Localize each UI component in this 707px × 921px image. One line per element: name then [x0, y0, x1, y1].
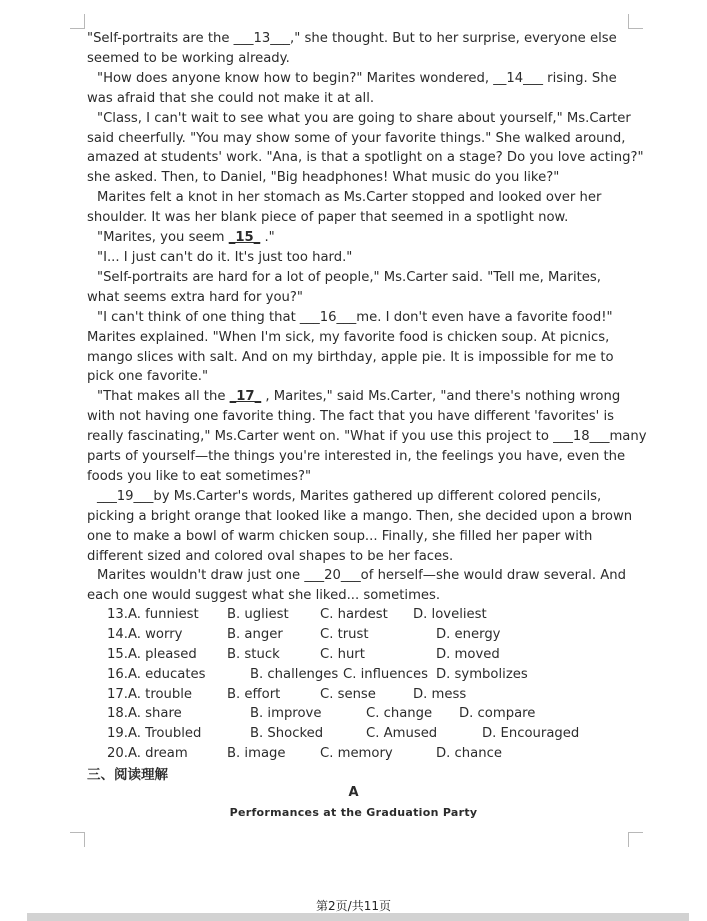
passage-line: Marites wouldn't draw just one ___20___of herself—she would draw several. And: [97, 568, 626, 584]
option-d: D. symbolizes: [436, 666, 528, 682]
passage-text: "Marites, you seem: [97, 230, 229, 246]
bottom-scroll-bar[interactable]: [27, 913, 689, 921]
passage-line: [87, 228, 647, 248]
passage-line: parts of yourself—the things you're interested in, the feelings you have, even the: [87, 449, 626, 465]
passage-line: "I... I just can't do it. It's just too hard.": [97, 249, 353, 265]
option-c: C. change: [366, 706, 433, 722]
passage-text: , Marites," said Ms.Carter, "and there's nothing wrong: [261, 389, 621, 405]
passage-line: ___19___by Ms.Carter's words, Marites gathered up different colored pencils,: [97, 488, 602, 504]
part-letter: A: [348, 785, 359, 800]
passage-line: Marites explained. "When I'm sick, my favorite food is chicken soup. At picnics,: [87, 329, 610, 345]
option-a: 20.A. dream: [107, 746, 188, 762]
option-d: D. mess: [413, 686, 467, 702]
crop-mark-bottom-left: [70, 832, 85, 847]
passage-line: was afraid that she could not make it at all.: [87, 90, 375, 106]
passage-text: .": [260, 230, 275, 246]
passage-line: mango slices with salt. And on my birthday, apple pie. It is impossible for me to: [87, 349, 614, 365]
option-c: C. hardest: [320, 607, 388, 622]
passage-line: said cheerfully. "You may show some of your favorite things." She walked around,: [87, 130, 626, 146]
passage-line: different sized and colored oval shapes to be her faces.: [87, 548, 454, 564]
option-b: B. anger: [227, 626, 283, 642]
option-b: B. effort: [227, 686, 281, 702]
option-d: D. loveliest: [413, 607, 487, 622]
passage-line: she asked. Then, to Daniel, "Big headphones! What music do you like?": [87, 170, 560, 186]
passage-line: "How does anyone know how to begin?" Marites wondered, __14___ rising. She: [97, 70, 617, 86]
blank-17: _17_: [229, 389, 262, 405]
passage-line: shoulder. It was her blank piece of paper that seemed in a spotlight now.: [87, 210, 569, 226]
passage-title: Performances at the Graduation Party: [229, 806, 478, 819]
option-c: C. influences: [343, 666, 428, 682]
option-a: 17.A. trouble: [107, 686, 193, 702]
passage-line: amazed at students' work. "Ana, is that a spotlight on a stage? Do you love acting?": [87, 150, 644, 166]
passage-line: really fascinating," Ms.Carter went on. "What if you use this project to ___18___many: [87, 429, 647, 445]
option-a: 13.A. funniest: [107, 607, 199, 622]
passage-line: seemed to be working already.: [87, 50, 290, 66]
option-d: D. chance: [436, 746, 502, 762]
section-heading: 三、阅读理解: [87, 767, 168, 783]
option-b: B. improve: [250, 706, 322, 722]
option-b: B. challenges: [250, 666, 339, 682]
crop-mark-top-right: [628, 14, 643, 29]
option-a: 18.A. share: [107, 706, 182, 722]
passage-line: picking a bright orange that looked like a mango. Then, she decided upon a brown: [87, 508, 633, 524]
passage-line: [87, 387, 647, 407]
passage-line: with not having one favorite thing. The fact that you have different 'favorites' is: [87, 409, 614, 425]
option-c: C. hurt: [320, 646, 365, 662]
passage-line: "I can't think of one thing that ___16___me. I don't even have a favorite food!": [97, 309, 613, 325]
crop-mark-bottom-right: [628, 832, 643, 847]
passage-line: Marites felt a knot in her stomach as Ms.Carter stopped and looked over her: [97, 190, 602, 206]
passage-line: foods you like to eat sometimes?": [87, 468, 312, 484]
option-b: B. stuck: [227, 646, 280, 662]
option-d: D. moved: [436, 646, 500, 662]
option-d: D. Encouraged: [482, 726, 580, 742]
option-a: 14.A. worry: [107, 626, 183, 642]
option-b: B. ugliest: [227, 607, 289, 622]
option-d: D. energy: [436, 626, 501, 642]
passage-line: each one would suggest what she liked... sometimes.: [87, 588, 441, 604]
passage-line: "Class, I can't wait to see what you are going to share about yourself," Ms.Carter: [97, 110, 631, 126]
option-c: C. Amused: [366, 726, 438, 742]
option-b: B. image: [227, 746, 286, 762]
cloze-passage: [87, 29, 647, 606]
option-c: C. memory: [320, 746, 393, 762]
passage-text: "That makes all the: [97, 389, 230, 405]
option-b: B. Shocked: [250, 726, 324, 742]
passage-line: "Self-portraits are hard for a lot of people," Ms.Carter said. "Tell me, Marites,: [97, 269, 601, 285]
option-c: C. sense: [320, 686, 376, 702]
option-d: D. compare: [459, 706, 536, 722]
option-a: 15.A. pleased: [107, 646, 197, 662]
passage-line: "Self-portraits are the ___13___," she thought. But to her surprise, everyone else: [87, 31, 617, 46]
option-c: C. trust: [320, 626, 369, 642]
passage-line: one to make a bowl of warm chicken soup... Finally, she filled her paper with: [87, 528, 593, 544]
option-a: 19.A. Troubled: [107, 726, 202, 742]
crop-mark-top-left: [70, 14, 85, 29]
page-number: 第2页/共11页: [316, 899, 391, 913]
passage-line: pick one favorite.": [87, 369, 209, 385]
option-a: 16.A. educates: [107, 666, 206, 682]
passage-line: what seems extra hard for you?": [87, 289, 303, 305]
blank-15: _15_: [228, 230, 261, 246]
